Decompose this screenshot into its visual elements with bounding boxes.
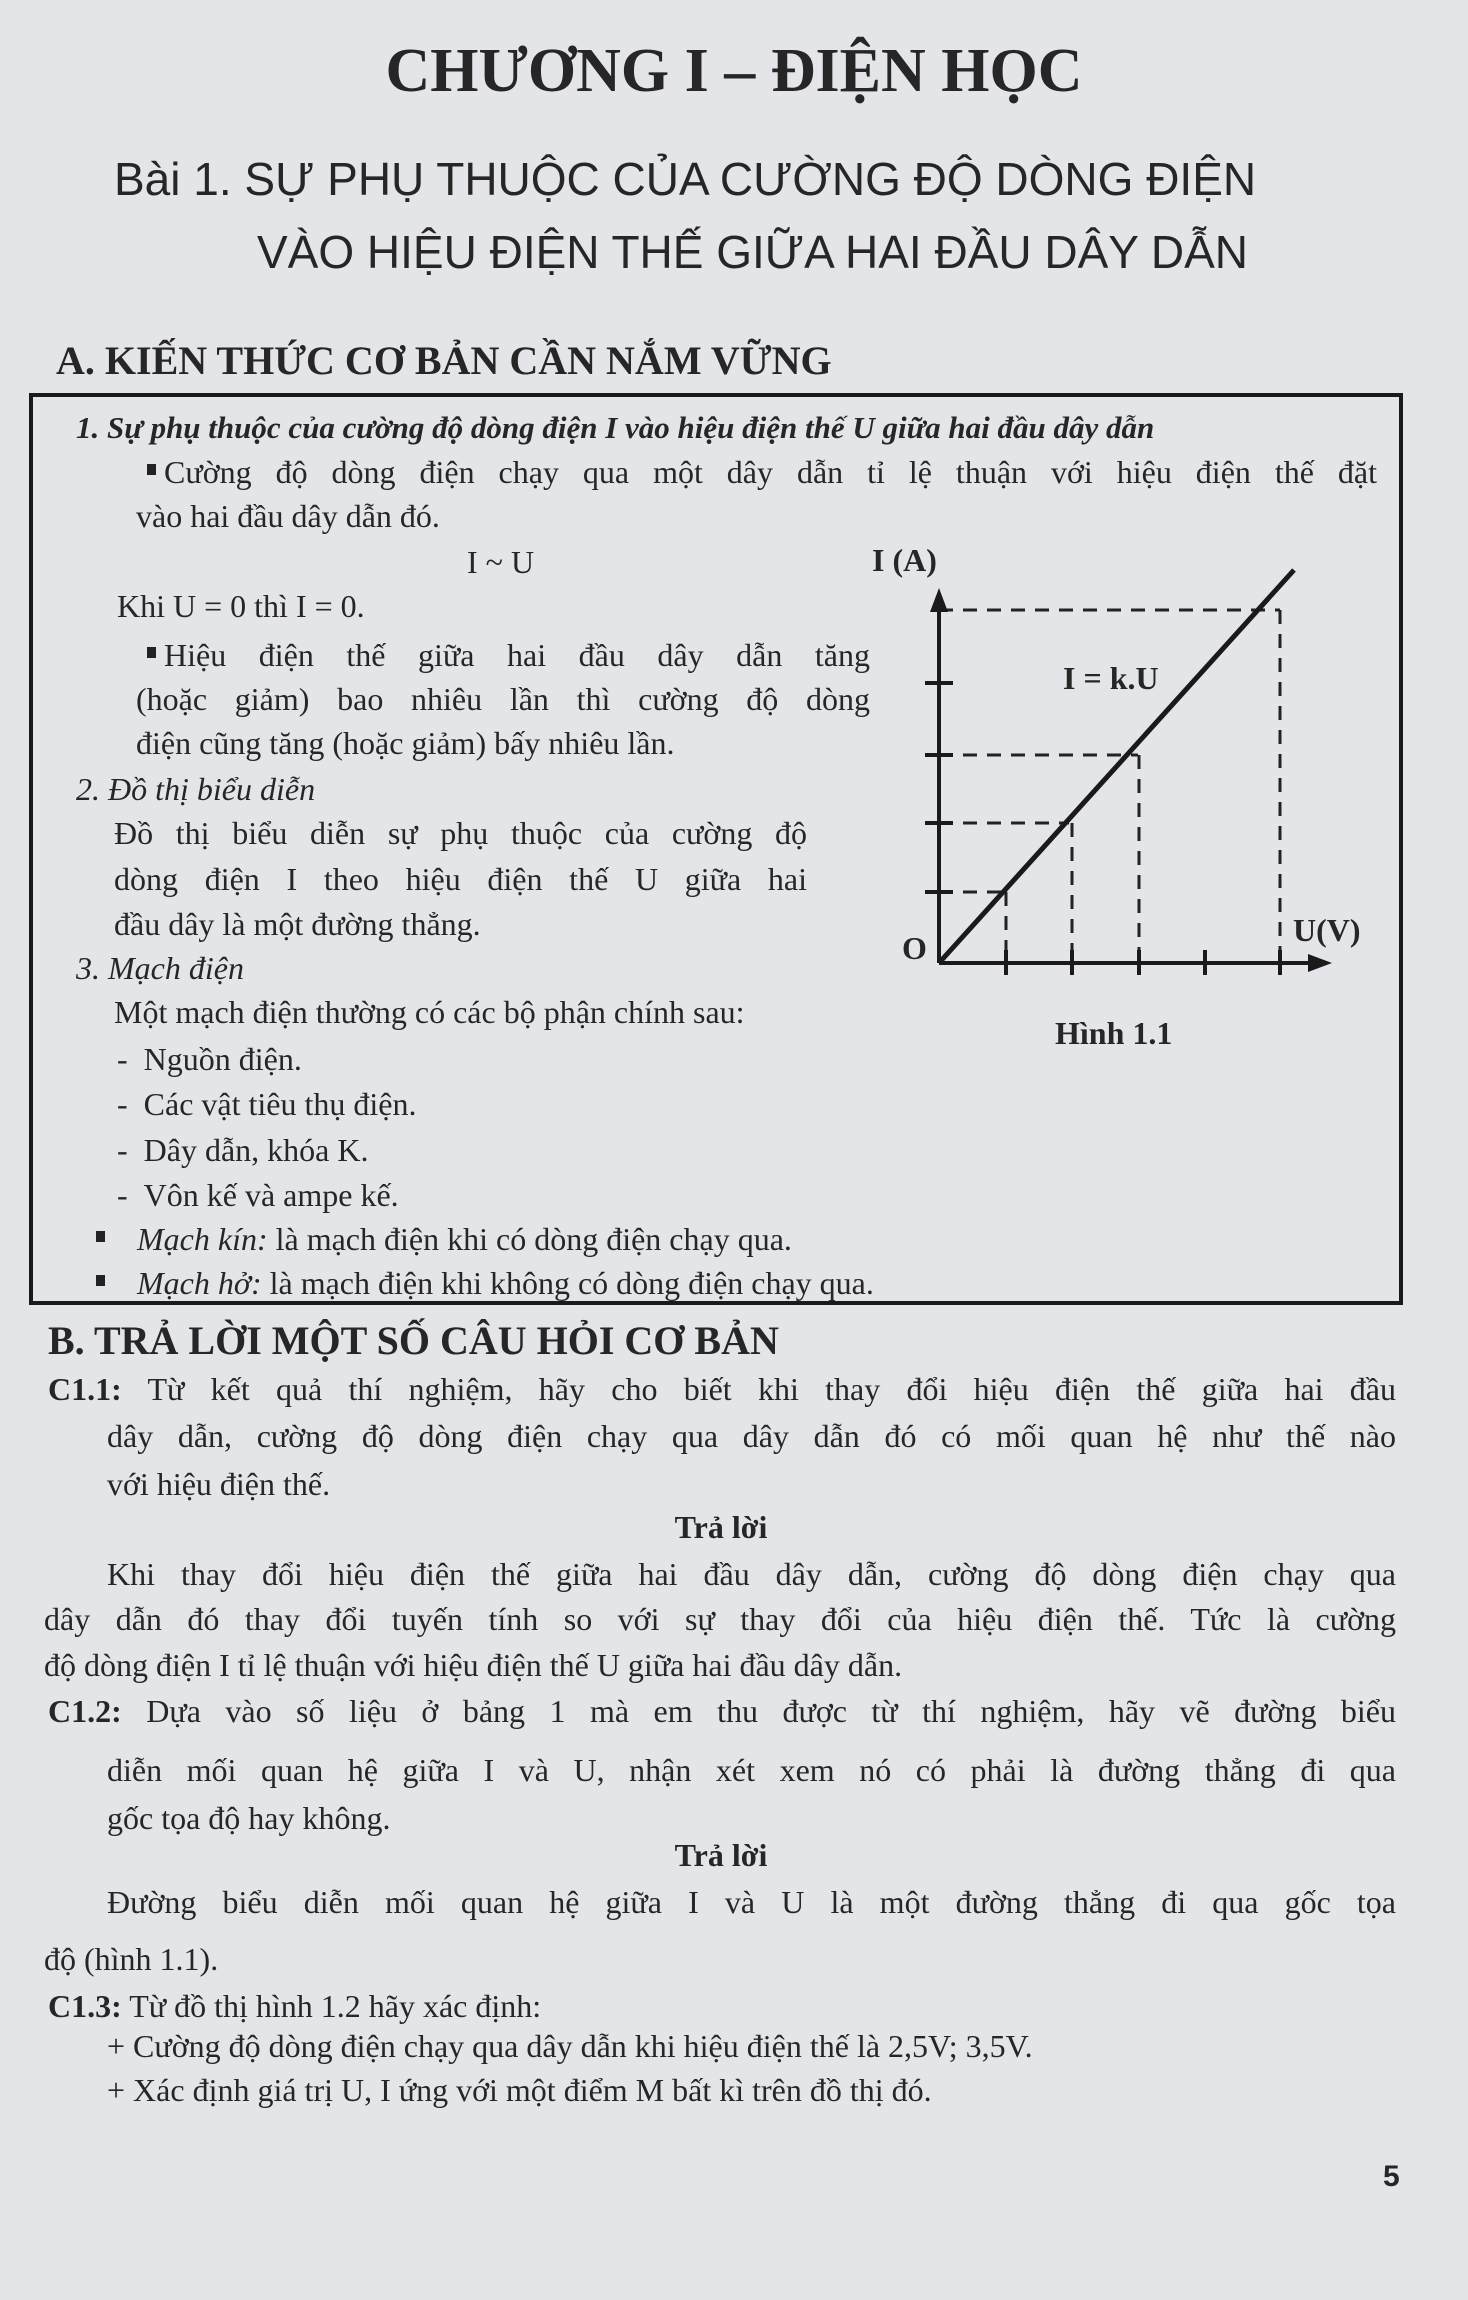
term: Mạch kín: bbox=[137, 1221, 268, 1257]
c12-line3: gốc tọa độ hay không. bbox=[107, 1800, 391, 1836]
origin-label: O bbox=[902, 930, 927, 966]
bullet-icon bbox=[96, 1275, 105, 1286]
item2-text-line1: Đồ thị biểu diễn sự phụ thuộc của cường độ bbox=[114, 815, 807, 851]
lesson-title-line1: Bài 1. SỰ PHỤ THUỘC CỦA CƯỜNG ĐỘ DÒNG ĐIỆN bbox=[114, 153, 1257, 205]
answer-label-1: Trả lời bbox=[674, 1509, 768, 1545]
section-b-heading: B. TRẢ LỜI MỘT SỐ CÂU HỎI CƠ BẢN bbox=[48, 1318, 779, 1363]
graph-line bbox=[939, 570, 1294, 963]
question-label: C1.2: bbox=[48, 1693, 122, 1729]
text: Từ kết quả thí nghiệm, hãy cho biết khi thay đổi hiệu điện thế giữa hai đầu bbox=[147, 1371, 1396, 1407]
page-number: 5 bbox=[1383, 2160, 1400, 2193]
item2-text-line3: đầu dây là một đường thẳng. bbox=[114, 906, 481, 942]
text: là mạch điện khi không có dòng điện chạy qua. bbox=[269, 1265, 874, 1301]
text: Dựa vào số liệu ở bảng 1 mà em thu được từ thí nghiệm, hãy vẽ đường biểu bbox=[146, 1693, 1396, 1729]
item3-heading: 3. Mạch điện bbox=[76, 950, 244, 986]
question-label: C1.3: bbox=[48, 1988, 122, 2024]
item1-bullet1-line2: vào hai đầu dây dẫn đó. bbox=[136, 498, 440, 534]
text: Cường độ dòng điện chạy qua một dây dẫn tỉ lệ thuận với hiệu điện thế đặt bbox=[164, 454, 1377, 490]
text: Nguồn điện. bbox=[143, 1041, 302, 1077]
part-1: - Nguồn điện. bbox=[117, 1041, 302, 1077]
a11-line1: Khi thay đổi hiệu điện thế giữa hai đầu dây dẫn, cường độ dòng điện chạy qua bbox=[107, 1556, 1396, 1592]
chapter-title: CHƯƠNG I – ĐIỆN HỌC bbox=[385, 37, 1083, 105]
item1-bullet2-line3: điện cũng tăng (hoặc giảm) bấy nhiêu lần. bbox=[136, 725, 675, 761]
section-a-heading: A. KIẾN THỨC CƠ BẢN CẦN NẮM VỮNG bbox=[56, 338, 832, 383]
text: Vôn kế và ampe kế. bbox=[143, 1177, 399, 1213]
text: Hiệu điện thế giữa hai đầu dây dẫn tăng bbox=[164, 637, 870, 673]
text: Dây dẫn, khóa K. bbox=[143, 1132, 369, 1168]
a12-line1: Đường biểu diễn mối quan hệ giữa I và U là một đường thẳng đi qua gốc tọa bbox=[107, 1884, 1396, 1920]
part-3: - Dây dẫn, khóa K. bbox=[117, 1132, 369, 1168]
part-4: - Vôn kế và ampe kế. bbox=[117, 1177, 399, 1213]
x-axis-label: U(V) bbox=[1293, 912, 1361, 948]
c11-line1 bbox=[48, 1367, 1396, 1411]
c12-line1 bbox=[48, 1689, 1396, 1733]
figure-graph bbox=[0, 0, 1468, 1100]
term: Mạch hở: bbox=[137, 1265, 262, 1301]
figure-caption: Hình 1.1 bbox=[1055, 1015, 1173, 1051]
c11-line2: dây dẫn, cường độ dòng điện chạy qua dây dẫn đó có mối quan hệ như thế nào bbox=[107, 1418, 1396, 1454]
c13-line1 bbox=[48, 1984, 541, 2028]
x-axis-arrow-icon bbox=[1308, 954, 1332, 972]
item1-heading: 1. Sự phụ thuộc của cường độ dòng điện I vào hiệu điện thế U giữa hai đầu dây dẫn bbox=[76, 410, 1155, 445]
y-axis-arrow-icon bbox=[930, 588, 948, 612]
y-axis-label: I (A) bbox=[872, 542, 937, 578]
item2-heading: 2. Đồ thị biểu diễn bbox=[76, 771, 316, 807]
lesson-title-line2: VÀO HIỆU ĐIỆN THẾ GIỮA HAI ĐẦU DÂY DẪN bbox=[257, 226, 1249, 278]
answer-label-2: Trả lời bbox=[674, 1837, 768, 1873]
item2-text-line2: dòng điện I theo hiệu điện thế U giữa hai bbox=[114, 861, 807, 897]
a12-line2: độ (hình 1.1). bbox=[44, 1941, 219, 1977]
text: là mạch điện khi có dòng điện chạy qua. bbox=[275, 1221, 792, 1257]
c13-line2: + Cường độ dòng điện chạy qua dây dẫn khi hiệu điện thế là 2,5V; 3,5V. bbox=[107, 2028, 1033, 2064]
closed-circuit bbox=[96, 1217, 792, 1261]
item1-bullet2-line2: (hoặc giảm) bao nhiêu lần thì cường độ dòng bbox=[136, 681, 870, 717]
text: Từ đồ thị hình 1.2 hãy xác định: bbox=[129, 1988, 542, 2024]
a11-line2: dây dẫn đó thay đổi tuyến tính so với sự thay đổi của hiệu điện thế. Tức là cường bbox=[44, 1601, 1396, 1637]
part-2: - Các vật tiêu thụ điện. bbox=[117, 1086, 417, 1122]
c13-line3: + Xác định giá trị U, I ứng với một điểm M bất kì trên đồ thị đó. bbox=[107, 2072, 932, 2108]
c11-line3: với hiệu điện thế. bbox=[107, 1466, 331, 1502]
open-circuit bbox=[96, 1261, 874, 1305]
line-label: I = k.U bbox=[1063, 660, 1159, 696]
text: Các vật tiêu thụ điện. bbox=[143, 1086, 417, 1122]
c12-line2: diễn mối quan hệ giữa I và U, nhận xét xem nó có phải là đường thẳng đi qua bbox=[107, 1752, 1396, 1788]
formula: I ~ U bbox=[467, 544, 535, 580]
zero-note: Khi U = 0 thì I = 0. bbox=[117, 588, 365, 624]
a11-line3: độ dòng điện I tỉ lệ thuận với hiệu điện thế U giữa hai đầu dây dẫn. bbox=[44, 1647, 903, 1683]
question-label: C1.1: bbox=[48, 1371, 122, 1407]
bullet-icon bbox=[96, 1231, 105, 1242]
item3-intro: Một mạch điện thường có các bộ phận chính sau: bbox=[114, 994, 745, 1030]
